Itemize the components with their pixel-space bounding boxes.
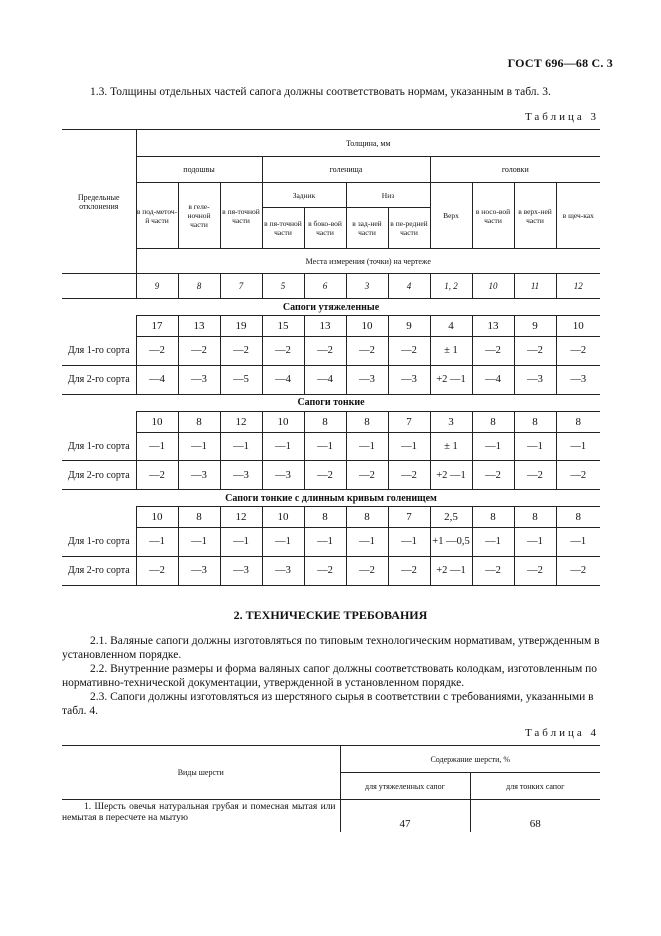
sole-header: подошвы [136,157,262,183]
tolerance-cell: —3 [178,365,220,394]
grade-label: Для 1-го сорта [62,528,136,557]
tolerance-cell: —2 [472,556,514,585]
table3-caption: Таблица 3 [524,111,599,123]
paragraph-2-2: 2.2. Внутренние размеры и форма валяных сапог должны соответствовать колодкам, изготовленным по нормативно-технической документации, утвержденной в установленном порядке. [62,663,598,689]
tolerance-cell: —2 [262,337,304,366]
tolerance-cell: —4 [472,365,514,394]
col-header: в пя-точной части [220,183,262,249]
tolerance-cell: —2 [514,337,556,366]
nominal-cell: 9 [388,316,430,337]
tolerance-cell: —1 [556,528,600,557]
tolerance-cell: —1 [262,432,304,461]
tolerance-cell: —1 [220,432,262,461]
nominal-cell: 13 [178,316,220,337]
tolerance-cell: —3 [514,365,556,394]
section-title: Сапоги тонкие с длинным кривым голенищем [225,492,437,504]
col-header: в боко-вой части [304,208,346,249]
tolerance-cell: —1 [304,432,346,461]
tolerance-cell: —2 [136,556,178,585]
tolerance-cell: —1 [178,528,220,557]
paragraph-1-3: 1.3. Толщины отдельных частей сапога должны соответствовать нормам, указанным в табл. 3. [90,86,551,98]
blank-cell [62,411,136,432]
page-header: ГОСТ 696—68 С. 3 [507,56,613,70]
tolerance-cell: —2 [388,461,430,490]
nominal-cell: 7 [388,507,430,528]
heavy-value-cell: 47 [340,800,470,833]
tolerance-cell: —2 [178,337,220,366]
tolerance-cell: +2 —1 [430,556,472,585]
blank-cell [62,316,136,337]
col-header: в гелe-ночной части [178,183,220,249]
tolerance-cell: —4 [262,365,304,394]
nominal-cell: 10 [262,411,304,432]
point-cell: 10 [472,274,514,299]
table-4 [62,745,600,832]
tolerance-cell: —1 [262,528,304,557]
tolerance-cell: —1 [388,432,430,461]
nominal-cell: 2,5 [430,507,472,528]
tolerance-cell: —2 [346,556,388,585]
tolerance-cell: —3 [220,556,262,585]
grade-label: Для 2-го сорта [62,365,136,394]
tolerance-cell: —1 [136,432,178,461]
tolerance-cell: —1 [304,528,346,557]
wool-type-header: Виды шерсти [62,746,340,800]
section-2-title: 2. ТЕХНИЧЕСКИЕ ТРЕБОВАНИЯ [233,608,428,622]
tolerance-cell: —4 [136,365,178,394]
tolerance-cell: —1 [472,528,514,557]
point-cell: 1, 2 [430,274,472,299]
tolerance-cell: —1 [178,432,220,461]
col-header: Верх [430,183,472,249]
head-header: головки [430,157,600,183]
thin-boots-header: для тонких сапог [470,773,600,800]
tolerance-cell: —2 [304,337,346,366]
tolerance-cell: —3 [220,461,262,490]
table-3 [62,129,600,586]
point-cell: 5 [262,274,304,299]
tolerance-cell: —2 [304,556,346,585]
tolerance-cell: —2 [304,461,346,490]
point-cell: 4 [388,274,430,299]
point-cell: 8 [178,274,220,299]
tolerance-cell: —2 [556,461,600,490]
section-title: Сапоги утяжеленные [282,301,380,313]
tolerance-cell: —3 [262,461,304,490]
col-header: в верх-ней части [514,183,556,249]
tolerance-cell: —2 [388,337,430,366]
nominal-cell: 13 [304,316,346,337]
nominal-cell: 12 [220,507,262,528]
tolerance-cell: —3 [178,556,220,585]
paragraph-2-1: 2.1. Валяные сапоги должны изготовляться по типовым технологическим нормативам, утвержденным в установленном порядке. [62,635,600,661]
tolerance-cell: —2 [556,556,600,585]
nominal-cell: 13 [472,316,514,337]
nominal-cell: 8 [472,507,514,528]
nominal-cell: 17 [136,316,178,337]
col-header: в зад-ней части [346,208,388,249]
blank-cell [62,507,136,528]
tolerance-cell: —1 [346,528,388,557]
tolerance-cell: +2 —1 [430,461,472,490]
tolerance-cell: —3 [346,365,388,394]
point-cell: 7 [220,274,262,299]
tolerance-cell: —1 [136,528,178,557]
tolerance-cell: —5 [220,365,262,394]
nominal-cell: 8 [178,411,220,432]
tolerance-cell: —3 [556,365,600,394]
nominal-cell: 8 [556,411,600,432]
nominal-cell: 15 [262,316,304,337]
section-title: Сапоги тонкие [297,397,365,408]
paragraph-2-3: 2.3. Сапоги должны изготовляться из шерстяного сырья в соответствии с требованиями, указанными в табл. 4. [62,691,594,717]
nominal-cell: 8 [472,411,514,432]
points-header: Места измерения (точки) на чертеже [305,256,431,266]
tolerance-cell: —2 [472,461,514,490]
tolerance-cell: —1 [388,528,430,557]
tolerance-cell: —2 [472,337,514,366]
tolerance-cell: —2 [136,337,178,366]
heavy-boots-header: для утяжеленных сапог [340,773,470,800]
nominal-cell: 7 [388,411,430,432]
nominal-cell: 10 [556,316,600,337]
tolerance-cell: ± 1 [430,432,472,461]
shaft-header: голенища [262,157,430,183]
point-cell: 9 [136,274,178,299]
col-header: в под-меточ-й части [136,183,178,249]
nominal-cell: 8 [556,507,600,528]
tolerance-cell: —1 [346,432,388,461]
tolerance-cell: —2 [136,461,178,490]
grade-label: Для 2-го сорта [62,556,136,585]
tolerance-cell: —2 [220,337,262,366]
table4-caption: Таблица 4 [524,727,599,739]
heel-group-header: Задник [262,183,346,208]
nominal-cell: 9 [514,316,556,337]
tolerance-cell: +2 —1 [430,365,472,394]
tolerance-header: Предельные отклонения [62,130,136,274]
tolerance-cell: —3 [178,461,220,490]
tolerance-cell: —2 [346,461,388,490]
nominal-cell: 10 [262,507,304,528]
bottom-group-header: Низ [346,183,430,208]
tolerance-cell: —4 [304,365,346,394]
wool-kind-cell: 1. Шерсть овечья натуральная грубая и помесная мытая или немытая в пересчете на мытую [62,800,340,833]
tolerance-cell: —2 [346,337,388,366]
tolerance-cell: —1 [514,432,556,461]
nominal-cell: 19 [220,316,262,337]
tolerance-cell: —2 [556,337,600,366]
thin-value-cell: 68 [529,818,541,830]
nominal-cell: 10 [346,316,388,337]
col-header: в носо-вой части [472,183,514,249]
tolerance-cell: —1 [556,432,600,461]
tolerance-cell: —2 [388,556,430,585]
tolerance-cell: —2 [514,556,556,585]
nominal-cell: 10 [136,411,178,432]
nominal-cell: 3 [430,411,472,432]
nominal-cell: 8 [304,507,346,528]
tolerance-cell: —1 [472,432,514,461]
nominal-cell: 12 [220,411,262,432]
tolerance-cell: ± 1 [430,337,472,366]
tolerance-cell: —2 [514,461,556,490]
nominal-cell: 8 [346,507,388,528]
nominal-cell: 10 [136,507,178,528]
grade-label: Для 1-го сорта [62,337,136,366]
wool-content-header: Содержание шерсти, % [340,746,600,773]
tolerance-cell: +1 —0,5 [430,528,472,557]
tolerance-cell: —3 [262,556,304,585]
nominal-cell: 8 [178,507,220,528]
nominal-cell: 8 [514,411,556,432]
grade-label: Для 2-го сорта [62,461,136,490]
nominal-cell: 8 [346,411,388,432]
tolerance-cell: —1 [514,528,556,557]
nominal-cell: 8 [514,507,556,528]
point-cell: 11 [514,274,556,299]
col-header: в пя-точной части [262,208,304,249]
col-header: в пе-редней части [388,208,430,249]
tolerance-cell: —1 [220,528,262,557]
tolerance-cell: —3 [388,365,430,394]
nominal-cell: 8 [304,411,346,432]
nominal-cell: 4 [430,316,472,337]
point-cell: 6 [304,274,346,299]
grade-label: Для 1-го сорта [62,432,136,461]
point-cell: 3 [346,274,388,299]
point-cell: 12 [556,274,600,299]
col-header: в щеч-ках [556,183,600,249]
thickness-header: Толщина, мм [136,130,600,157]
